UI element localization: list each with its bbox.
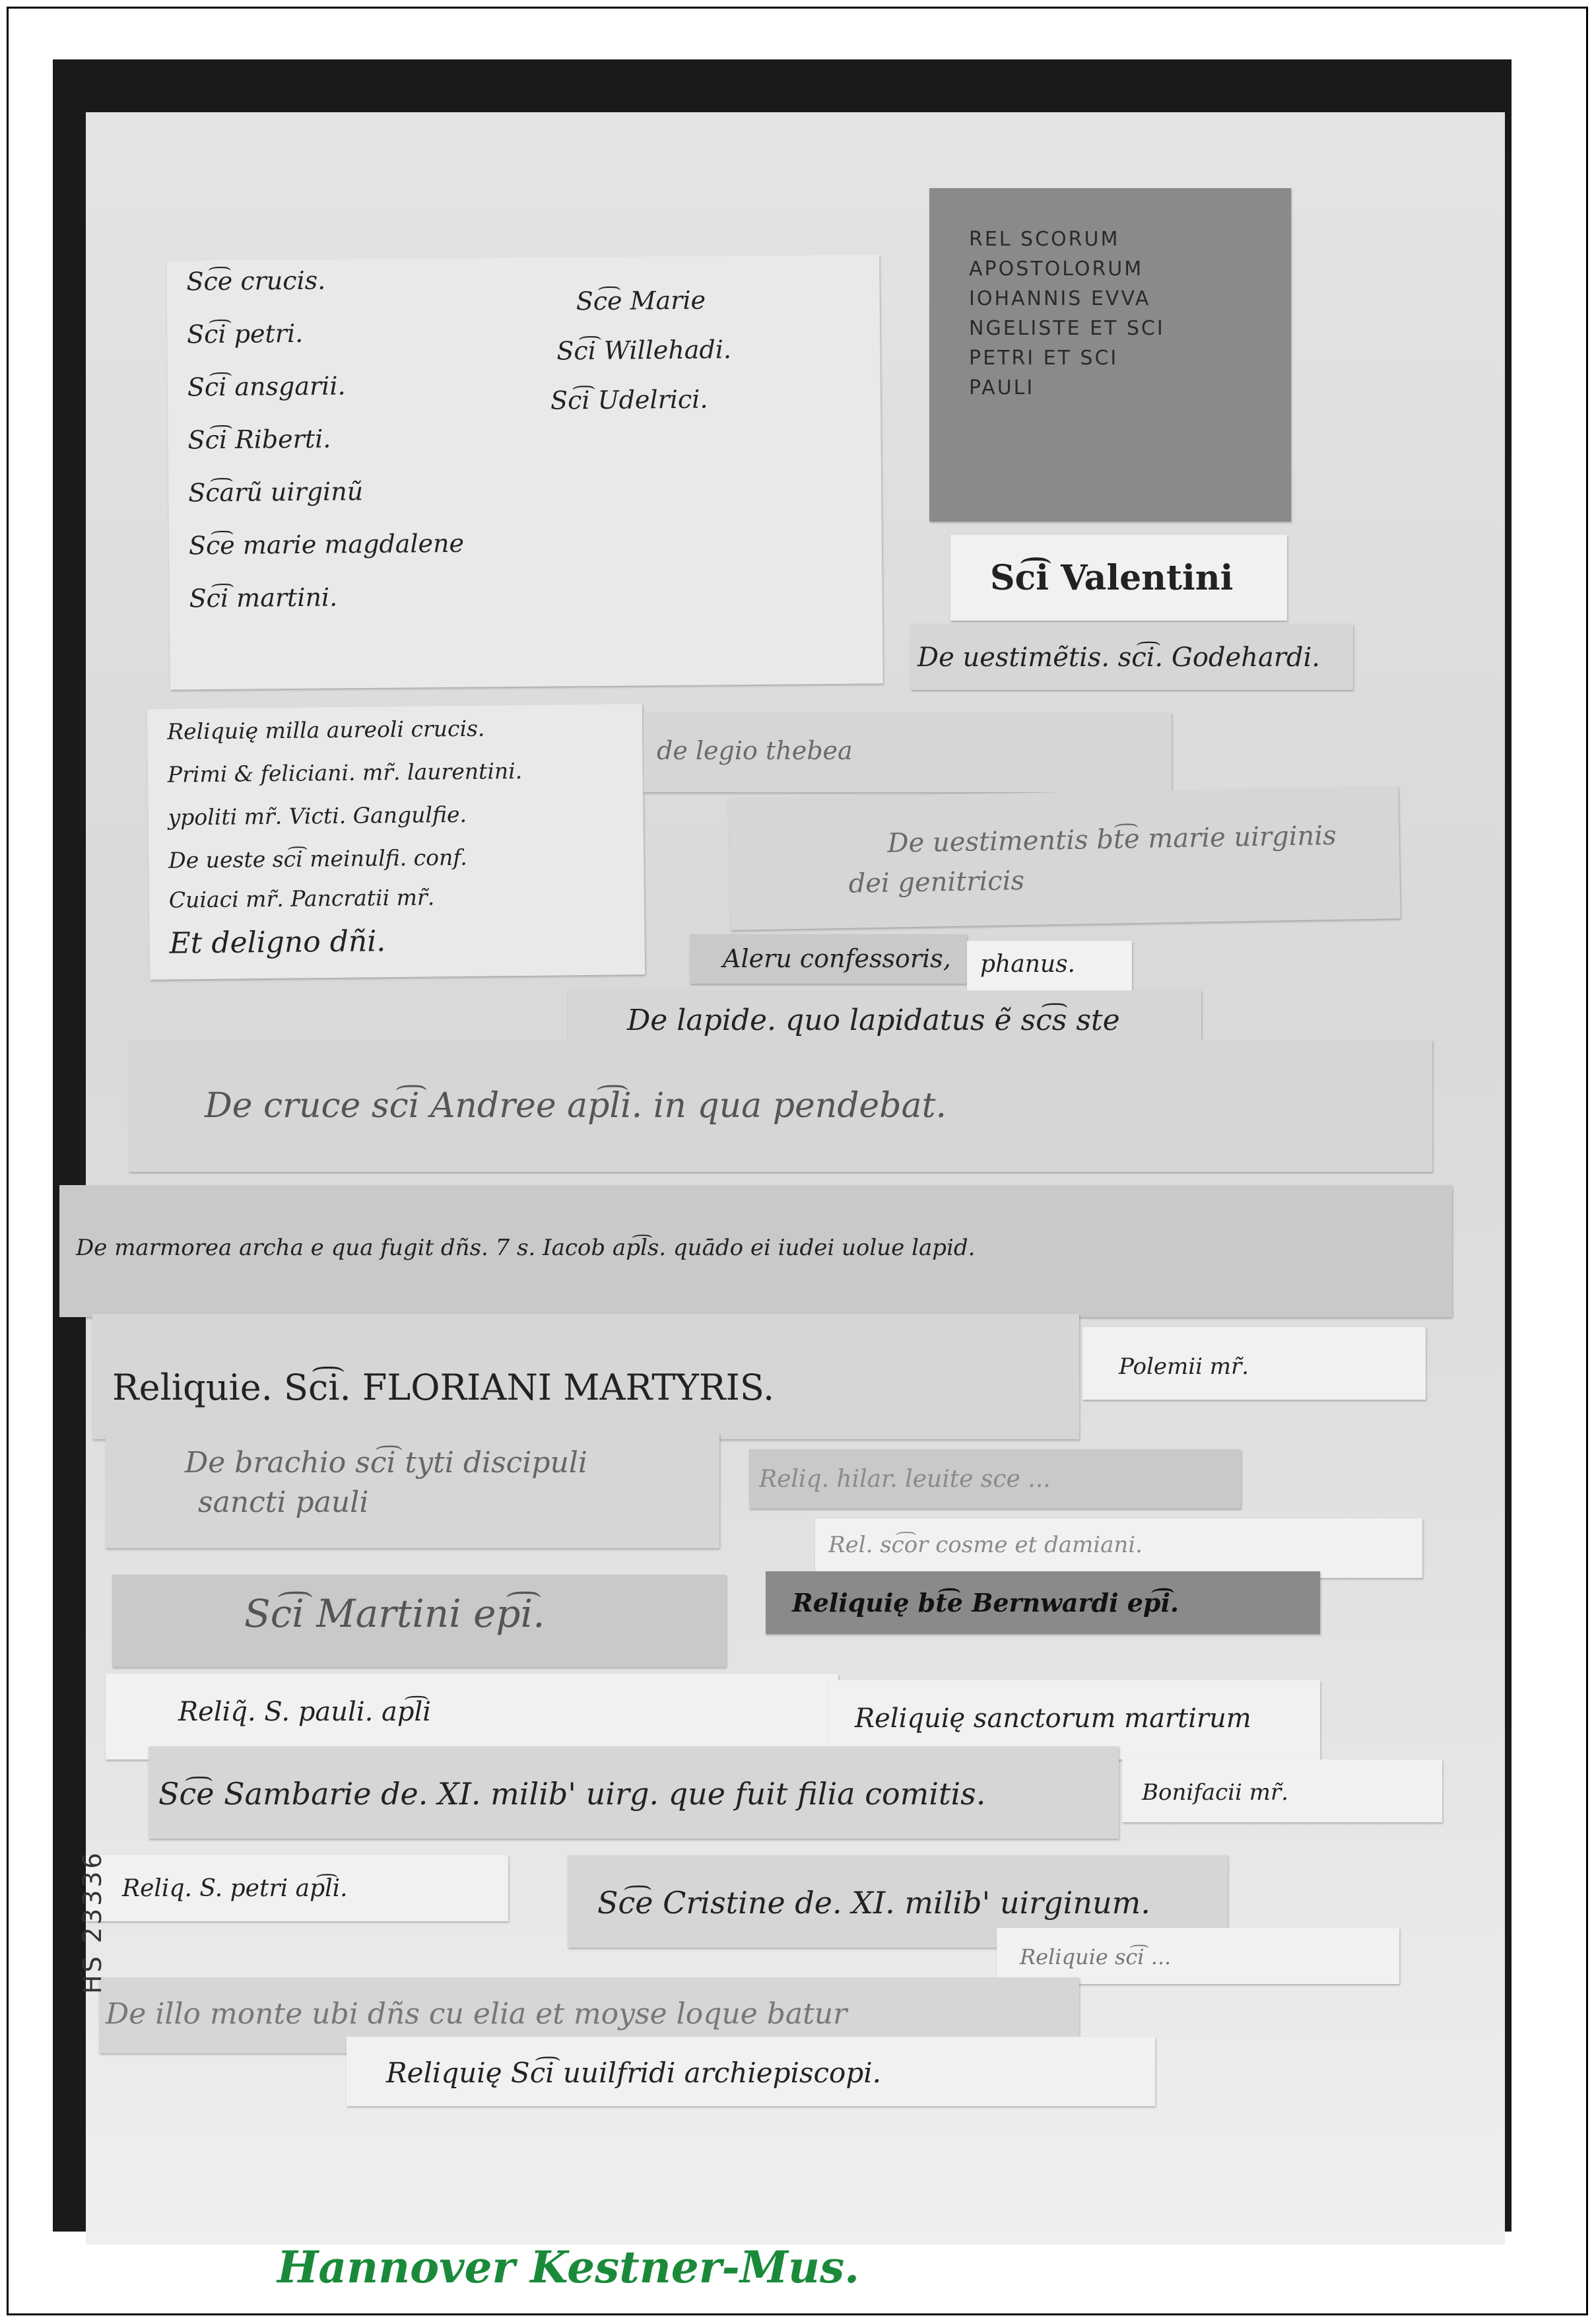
slip-text: Reliquie sc͡i ... <box>1020 1944 1172 1969</box>
slip-marmorea <box>59 1185 1452 1317</box>
slip-floriani <box>92 1314 1079 1439</box>
slip-line: Sc͡i ansgarii. <box>187 371 346 402</box>
slip-line: Sc͡i martini. <box>189 582 338 613</box>
catalog-number: HS 23336 <box>78 1850 107 1994</box>
slip-line: PAULI <box>969 376 1035 399</box>
slip-line: Sc͡e Marie <box>576 285 706 316</box>
slip-line: Sc͡i petri. <box>186 318 304 349</box>
slip-line: Reliquię milla aureoli crucis. <box>167 715 485 745</box>
slip-de-legio <box>644 713 1172 792</box>
slip-text: de legio thebea <box>657 736 853 765</box>
slip-text: Reliquie. Sc͡i. FLORIANI MARTYRIS. <box>112 1367 775 1408</box>
slip-text: Aleru confessoris, <box>723 944 951 973</box>
slip-bernwardi <box>766 1571 1320 1634</box>
slip-text: Reliquię sanctorum martirum <box>855 1703 1251 1734</box>
slip-text: Sc͡i Martini ep͡i. <box>244 1591 545 1636</box>
slip-line: NGELISTE ET SCI <box>969 317 1165 340</box>
slip-text: Polemii mr̃. <box>1119 1353 1249 1380</box>
slip-apostles-inscription <box>929 188 1291 522</box>
slip-text: De illo monte ubi dñs cu elia et moyse loque batur <box>106 1997 848 2031</box>
slip-line: Sc͡e crucis. <box>186 265 326 296</box>
slip-vestimentis <box>728 786 1400 930</box>
slip-cosme <box>815 1519 1422 1578</box>
slip-line: sancti pauli <box>198 1485 369 1519</box>
slip-valerii <box>690 934 967 984</box>
slip-sambarie <box>149 1746 1119 1839</box>
slip-text: Reliq. hilar. leuite sce ... <box>759 1466 1051 1493</box>
slip-godehardi <box>911 624 1353 690</box>
slip-text: Sc͡i Valentini <box>990 558 1234 598</box>
slip-text: De lapide. quo lapidatus ẽ sc͡s ste <box>627 1004 1120 1037</box>
slip-line: De uestimentis bt͡e marie uirginis <box>887 820 1337 859</box>
slip-text: De cruce sc͡i Andree ap͡li. in qua pendebat. <box>205 1086 947 1126</box>
slip-line: De brachio sc͡i tyti discipuli <box>185 1446 588 1480</box>
slip-polemii <box>1082 1327 1426 1400</box>
slip-martini <box>112 1575 726 1667</box>
slip-text: Rel. sc͡or cosme et damiani. <box>828 1532 1143 1558</box>
slip-line: Sc͡i Riberti. <box>187 424 331 455</box>
slip-line: dei genitricis <box>848 866 1025 899</box>
slip-text: Reliquię bt͡e Bernwardi ep͡i. <box>792 1588 1180 1618</box>
slip-hilarii <box>749 1449 1241 1509</box>
slip-saints-list <box>166 254 883 689</box>
slip-text: Sc͡e Sambarie de. XI. milib' uirg. que fuit filia comitis. <box>158 1776 986 1812</box>
slip-line: De ueste sc͡i meinulfi. conf. <box>168 844 467 873</box>
slip-line: REL SCORUM <box>969 228 1120 251</box>
slip-text: Reliq̃. S. pauli. ap͡li <box>178 1697 432 1727</box>
slip-phanus <box>967 941 1132 990</box>
slip-brachio <box>106 1433 719 1548</box>
slip-line: Sc͡i Willehadi. <box>556 335 732 366</box>
slip-text: De uestimẽtis. sc͡i. Godehardi. <box>917 642 1321 673</box>
slip-reliquie-list <box>147 704 645 980</box>
slip-text: phanus. <box>980 951 1075 978</box>
slip-text: Reliquię Sc͡i uuilfridi archiepiscopi. <box>386 2057 882 2089</box>
slip-valentini <box>950 535 1287 621</box>
slip-line: Primi & feliciani. mr̃. laurentini. <box>167 757 523 788</box>
slip-petri <box>86 1855 508 1921</box>
slip-text: De marmorea archa e qua fugit dñs. 7 s. Iacob ap͡ls. quādo ei iudei uolue lapid. <box>76 1235 976 1261</box>
slip-line: Sc͡arũ uirginũ <box>188 477 364 508</box>
slip-line: ypoliti mr̃. Victi. Gangulfie. <box>168 801 467 831</box>
slip-line: Cuiaci mr̃. Pancratii mr̃. <box>168 884 435 913</box>
slip-line: PETRI ET SCI <box>969 347 1119 370</box>
slip-bonifacii <box>1122 1759 1442 1822</box>
slip-line: APOSTOLORUM <box>969 257 1144 281</box>
slip-de-cruce <box>129 1040 1432 1172</box>
slip-text: Bonifacii mr̃. <box>1142 1779 1288 1806</box>
slip-faint-right <box>997 1928 1399 1984</box>
slip-text: Sc͡e Cristine de. XI. milib' uirginum. <box>597 1885 1150 1921</box>
slip-wilfridi <box>347 2037 1155 2106</box>
slip-line: Sc͡i Udelrici. <box>550 384 708 415</box>
slip-text: Reliq. S. petri ap͡li. <box>122 1875 348 1902</box>
slip-line: Sc͡e marie magdalene <box>188 528 465 561</box>
slip-line: Et deligno dñi. <box>169 924 386 961</box>
handwritten-caption: Hannover Kestner-Mus. <box>277 2241 860 2293</box>
slip-line: IOHANNIS EVVA <box>969 287 1151 310</box>
